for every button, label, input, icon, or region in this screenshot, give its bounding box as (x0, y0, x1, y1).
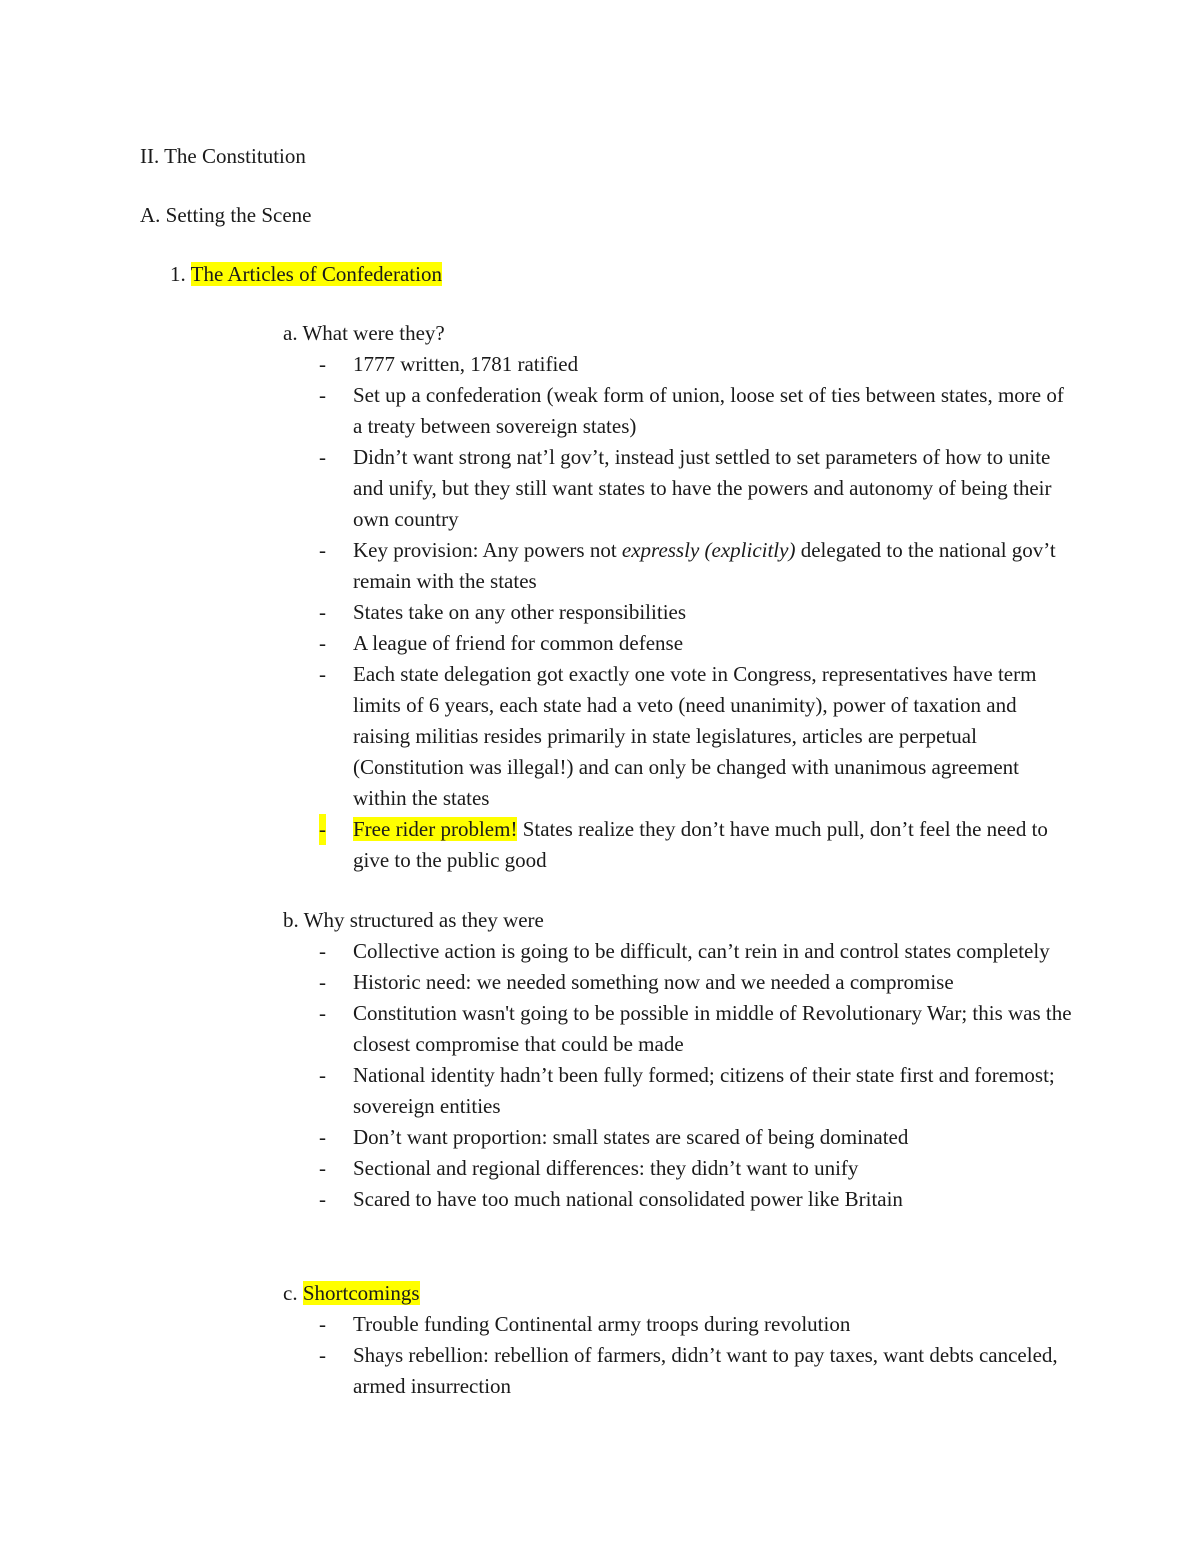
bullet-list (283, 936, 1083, 1215)
section-title-text: Shortcomings (302, 1281, 420, 1305)
section-c (283, 1278, 1083, 1402)
list-item (283, 814, 1073, 876)
list-item (283, 1340, 1073, 1402)
section-title (283, 318, 1083, 349)
list-item (283, 349, 1073, 380)
list-item-text: Trouble funding Continental army troops during revolution (353, 1312, 851, 1336)
list-item-text: Historic need: we needed something now and we needed a compromise (353, 970, 954, 994)
list-item (283, 1122, 1073, 1153)
bullet-list (283, 1309, 1083, 1402)
list-item-text-end: delegated to the national gov’t remain with the states (353, 538, 1056, 593)
list-item-text: National identity hadn’t been fully formed; citizens of their state first and foremost; sovereign entities (353, 1063, 1055, 1118)
bullet-dash: - (319, 662, 326, 686)
section-a (283, 318, 1083, 876)
bullet-dash: - (319, 538, 326, 562)
list-item-text: Collective action is going to be difficult, can’t rein in and control states completely (353, 939, 1050, 963)
section-title (283, 905, 1083, 936)
bullet-dash: - (319, 939, 326, 963)
bullet-dash: - (319, 445, 326, 469)
list-item-text: Set up a confederation (weak form of union, loose set of ties between states, more of a treaty between sovereign states) (353, 383, 1064, 438)
list-item (283, 1153, 1073, 1184)
bullet-dash: - (319, 352, 326, 376)
section-letter: a. (283, 321, 298, 345)
list-item-text: Constitution wasn't going to be possible in middle of Revolutionary War; this was the closest compromise that could be made (353, 1001, 1072, 1056)
list-item-text-end: States realize they don’t have much pull, don’t feel the need to give to the public good (353, 817, 1048, 872)
list-item (283, 967, 1073, 998)
list-item-text-start: Key provision: Any powers not (353, 538, 622, 562)
list-item (283, 442, 1073, 535)
list-item (283, 628, 1073, 659)
section-title-text: Why structured as they were (303, 908, 544, 932)
bullet-dash: - (319, 1063, 326, 1087)
list-item (283, 1309, 1073, 1340)
part-heading: II. The Constitution (140, 144, 306, 168)
section-letter: b. (283, 908, 299, 932)
highlighted-text: Free rider problem! (353, 817, 518, 841)
bullet-dash: - (319, 1001, 326, 1025)
bullet-dash: - (319, 631, 326, 655)
list-item (283, 380, 1073, 442)
list-item-text: States take on any other responsibilities (353, 600, 687, 624)
subsection-number: 1. (170, 262, 186, 286)
section-letter: c. (283, 1281, 298, 1305)
list-item (283, 597, 1073, 628)
list-item (283, 936, 1073, 967)
section-title-text: What were they? (302, 321, 445, 345)
bullet-dash: - (319, 1187, 326, 1211)
section-title (283, 1278, 1083, 1309)
bullet-dash: - (319, 1125, 326, 1149)
list-item-text: Each state delegation got exactly one vote in Congress, representatives have term limits of 6 years, each state had a veto (need unanimity), power of taxation and raising militias resides primarily in state legislatures, articles are perpetual (Constitution was illegal!) and can only be changed with unanimous agreement within the states (353, 662, 1037, 810)
bullet-dash: - (319, 1312, 326, 1336)
subsection-title: The Articles of Confederation (190, 262, 442, 286)
bullet-dash: - (319, 814, 326, 845)
list-item (283, 998, 1073, 1060)
section-b (283, 905, 1083, 1215)
list-item (283, 1184, 1073, 1215)
bullet-dash: - (319, 1343, 326, 1367)
bullet-list (283, 349, 1083, 876)
list-item-text: 1777 written, 1781 ratified (353, 352, 579, 376)
list-item-text: Scared to have too much national consolidated power like Britain (353, 1187, 903, 1211)
list-item-text: Didn’t want strong nat’l gov’t, instead just settled to set parameters of how to unite and unify, but they still want states to have the powers and autonomy of being their own country (353, 445, 1052, 531)
bullet-dash: - (319, 970, 326, 994)
emphasis-text: expressly (explicitly) (621, 538, 796, 562)
list-item-text: Don’t want proportion: small states are scared of being dominated (353, 1125, 909, 1149)
subsection-heading (170, 259, 442, 290)
list-item-text: A league of friend for common defense (353, 631, 684, 655)
list-item (283, 535, 1073, 597)
section-heading: A. Setting the Scene (140, 203, 312, 227)
bullet-dash: - (319, 383, 326, 407)
list-item-text: Sectional and regional differences: they didn’t want to unify (353, 1156, 859, 1180)
bullet-dash: - (319, 600, 326, 624)
list-item (283, 1060, 1073, 1122)
list-item (283, 659, 1073, 814)
list-item-text: Shays rebellion: rebellion of farmers, didn’t want to pay taxes, want debts canceled, armed insurrection (353, 1343, 1058, 1398)
bullet-dash: - (319, 1156, 326, 1180)
